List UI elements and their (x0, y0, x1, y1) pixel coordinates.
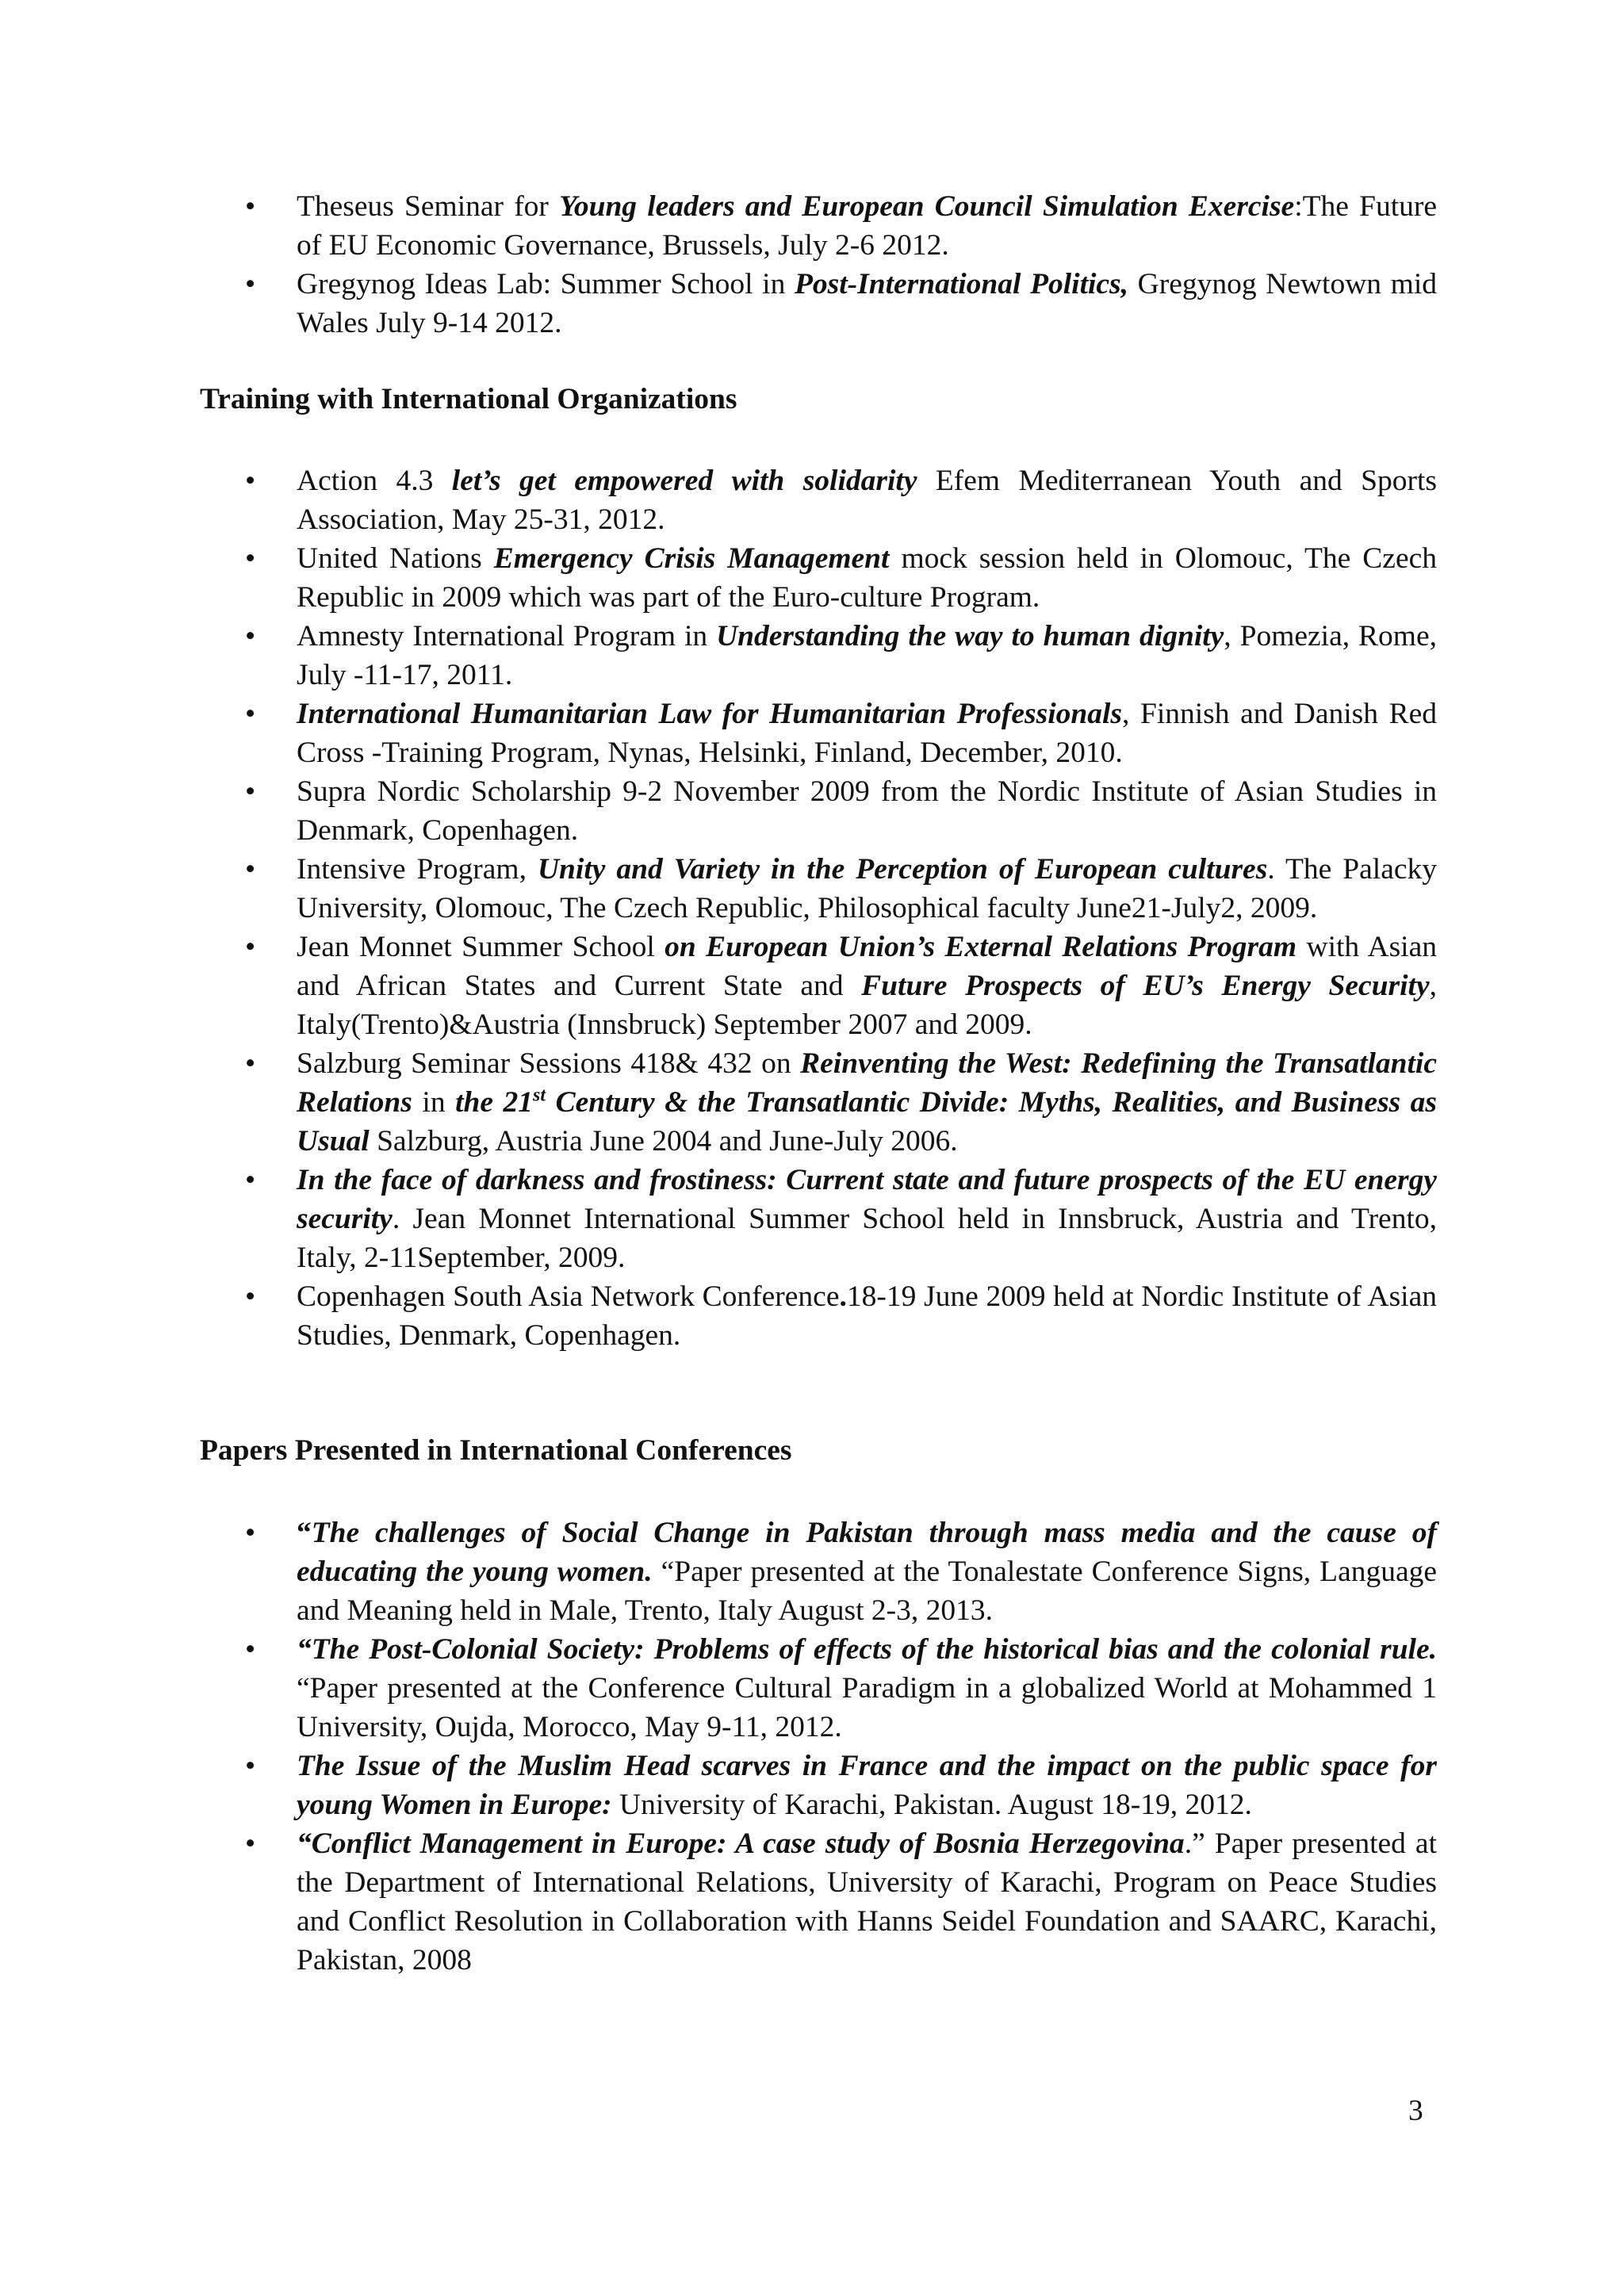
papers-list (200, 1513, 1437, 1980)
list-item: • Action 4.3 let’s get empowered with solidarity Efem Mediterranean Youth and Sports Association, May 25-31, 2012. (297, 461, 1437, 539)
list-item: • Gregynog Ideas Lab: Summer School in Post-International Politics, Gregynog Newtown mid Wales July 9-14 2012. (297, 265, 1437, 342)
document-page (200, 187, 1437, 1980)
list-item: • Intensive Program, Unity and Variety in the Perception of European cultures. The Palacky University, Olomouc, The Czech Republic, Philosophical faculty June21-July2, 2009. (297, 850, 1437, 928)
list-item: • Copenhagen South Asia Network Conference.18-19 June 2009 held at Nordic Institute of Asian Studies, Denmark, Copenhagen. (297, 1277, 1437, 1355)
superscript: st (533, 1085, 546, 1106)
seminar-list (200, 187, 1437, 342)
list-item: • United Nations Emergency Crisis Management mock session held in Olomouc, The Czech Republic in 2009 which was part of the Euro-culture Program. (297, 539, 1437, 617)
list-item: • Salzburg Seminar Sessions 418& 432 on Reinventing the West: Redefining the Transatlantic Relations in the 21st Century & the Transatlantic Divide: Myths, Realities, and Business as Usual Salzburg, Austria June 2004 and June-July 2006. (297, 1044, 1437, 1161)
list-item: • “The challenges of Social Change in Pakistan through mass media and the cause of educating the young women. “Paper presented at the Tonalestate Conference Signs, Language and Meaning held in Male, Trento, Italy August 2-3, 2013. (297, 1513, 1437, 1630)
list-item: • Theseus Seminar for Young leaders and European Council Simulation Exercise:The Future of EU Economic Governance, Brussels, July 2-6 2012. (297, 187, 1437, 265)
list-item: • Supra Nordic Scholarship 9-2 November 2009 from the Nordic Institute of Asian Studies in Denmark, Copenhagen. (297, 772, 1437, 850)
list-item: • Amnesty International Program in Understanding the way to human dignity, Pomezia, Rome, July -11-17, 2011. (297, 617, 1437, 695)
list-item: • International Humanitarian Law for Humanitarian Professionals, Finnish and Danish Red Cross -Training Program, Nynas, Helsinki, Finland, December, 2010. (297, 695, 1437, 772)
training-heading: Training with International Organizations (200, 383, 737, 415)
list-item: • “The Post-Colonial Society: Problems of effects of the historical bias and the colonial rule. “Paper presented at the Conference Cultural Paradigm in a globalized World at Mohammed 1 University, Oujda, Morocco, May 9-11, 2012. (297, 1630, 1437, 1747)
training-list (200, 461, 1437, 1355)
page-number: 3 (1408, 2095, 1423, 2127)
list-item: • “Conflict Management in Europe: A case study of Bosnia Herzegovina.” Paper presented at the Department of International Relations, University of Karachi, Program on Peace Studies and Conflict Resolution in Collaboration with Hanns Seidel Foundation and SAARC, Karachi, Pakistan, 2008 (297, 1824, 1437, 1980)
list-item: • The Issue of the Muslim Head scarves in France and the impact on the public space for young Women in Europe: University of Karachi, Pakistan. August 18-19, 2012. (297, 1747, 1437, 1824)
list-item: • Jean Monnet Summer School on European Union’s External Relations Program with Asian and African States and Current State and Future Prospects of EU’s Energy Security, Italy(Trento)&Austria (Innsbruck) September 2007 and 2009. (297, 928, 1437, 1044)
list-item: • In the face of darkness and frostiness: Current state and future prospects of the EU energy security. Jean Monnet International Summer School held in Innsbruck, Austria and Trento, Italy, 2-11September, 2009. (297, 1161, 1437, 1277)
papers-heading: Papers Presented in International Conferences (200, 1434, 792, 1467)
